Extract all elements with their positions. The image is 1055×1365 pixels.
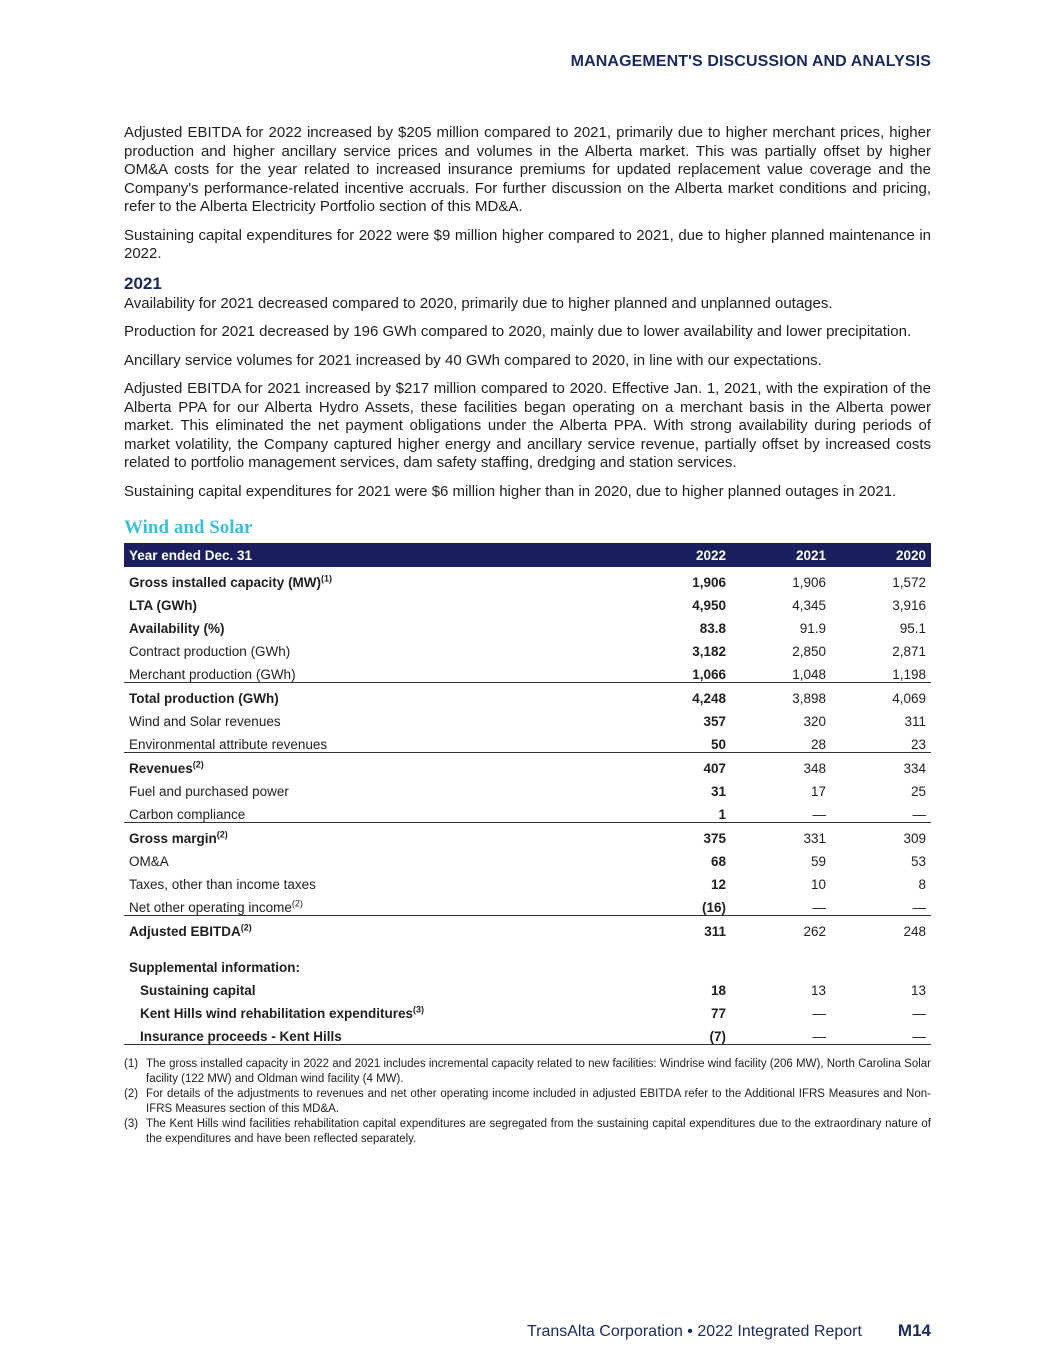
table-row [124, 869, 931, 892]
value-cell-2022: 3,182 [692, 644, 726, 659]
header-cell: 2022 [626, 543, 731, 567]
table-row [124, 916, 931, 940]
table-row [124, 683, 931, 707]
value-cell-2021: 1,048 [792, 667, 826, 682]
footnote-text: The gross installed capacity in 2022 and 2021 includes incremental capacity related to new facilities: Windrise wind facility (206 MW), North Carolina Solar facility (122 MW) and Oldman wind facility (4 MW). [146, 1058, 931, 1085]
paragraph: Ancillary service volumes for 2021 increased by 40 GWh compared to 2020, in line with our expectations. [124, 351, 822, 369]
value-cell-2021: 1,906 [792, 575, 826, 590]
value-cell-2022: 1 [718, 807, 726, 822]
value-cell-2022: (16) [701, 900, 726, 915]
row-label-text: Supplemental information: [129, 960, 301, 975]
table-row [124, 1021, 931, 1045]
row-label-text: Total production (GWh) [129, 691, 279, 706]
row-label-text: Sustaining capital [140, 983, 256, 998]
footnote-ref: (2) [192, 759, 204, 770]
footnote-ref: (3) [413, 1004, 425, 1015]
row-label [124, 729, 626, 753]
value-cell-2021: — [812, 900, 826, 915]
footnote [124, 1117, 931, 1146]
value-cell-2021: 10 [810, 877, 826, 892]
paragraph: Sustaining capital expenditures for 2022 were $9 million higher compared to 2021, due to higher planned maintenance in 2022. [124, 226, 931, 262]
row-label [124, 776, 626, 799]
row-label [124, 823, 626, 847]
value-cell-2021: 17 [810, 784, 826, 799]
footnote-text: For details of the adjustments to revenues and net other operating income included in adjusted EBITDA refer to the Additional IFRS Measures and Non-IFRS Measures section of this MD&A. [146, 1088, 931, 1115]
row-label [124, 613, 626, 636]
row-label [124, 939, 626, 975]
value-cell-2022: 50 [710, 737, 726, 752]
table-row [124, 613, 931, 636]
row-label [124, 706, 626, 729]
value-cell-2022: 4,950 [692, 598, 726, 613]
value-cell-2020: 2,871 [892, 644, 926, 659]
footnotes [124, 1057, 931, 1146]
value-cell-2022: 311 [626, 916, 731, 940]
row-label-text: Adjusted EBITDA [129, 924, 241, 939]
value-cell-2020: 311 [904, 714, 926, 729]
row-label [124, 567, 626, 590]
value-cell-2020: — [831, 1021, 931, 1045]
value-cell-2021: 262 [731, 916, 831, 940]
row-label-text: Revenues [129, 761, 193, 776]
row-label [124, 590, 626, 613]
row-label-text: Merchant production (GWh) [129, 667, 296, 682]
value-cell-2021: 320 [803, 714, 826, 729]
paragraph: Production for 2021 decreased by 196 GWh compared to 2020, mainly due to lower availability and lower precipitation. [124, 323, 912, 340]
footnote-number: (3) [124, 1118, 139, 1130]
table-header-row [124, 543, 931, 567]
value-cell-2020: 13 [910, 983, 926, 998]
value-cell-2020: 4,069 [831, 683, 931, 707]
value-cell-2022: 12 [710, 877, 726, 892]
row-label [124, 892, 626, 916]
value-cell-2021: 28 [810, 737, 826, 752]
header-cell: 2020 [831, 543, 931, 567]
row-label-text: LTA (GWh) [129, 598, 197, 613]
table-row [124, 753, 931, 777]
row-label-text: Taxes, other than income taxes [129, 877, 316, 892]
row-label-text: Gross installed capacity (MW) [129, 575, 322, 590]
row-label [124, 683, 626, 707]
row-label [124, 636, 626, 659]
year-heading: 2021 [124, 273, 162, 293]
row-label [124, 869, 626, 892]
table-row [124, 590, 931, 613]
row-label [124, 753, 626, 777]
table-row [124, 998, 931, 1021]
value-cell-2021: 59 [810, 854, 826, 869]
page-number: M14 [897, 1321, 931, 1340]
row-label-text: OM&A [129, 854, 169, 869]
value-cell-2020: 25 [910, 784, 926, 799]
value-cell-2020: 248 [831, 916, 931, 940]
value-cell-2020: — [912, 1006, 926, 1021]
table-row [124, 636, 931, 659]
paragraph: Sustaining capital expenditures for 2021 were $6 million higher than in 2020, due to higher planned outages in 2021. [124, 482, 897, 500]
value-cell-2021: 2,850 [792, 644, 826, 659]
table-row [124, 706, 931, 729]
table-body [124, 567, 931, 1045]
page-footer [527, 1321, 931, 1341]
value-cell-2020: 1,198 [892, 667, 926, 682]
value-cell-2021: 3,898 [731, 683, 831, 707]
value-cell-2022: 31 [710, 784, 726, 799]
row-label-text: Wind and Solar revenues [129, 714, 281, 729]
page-header: MANAGEMENT'S DISCUSSION AND ANALYSIS [570, 53, 931, 70]
value-cell-2021: 348 [731, 753, 831, 777]
value-cell-2021: 4,345 [792, 598, 826, 613]
value-cell-2020: — [912, 807, 926, 822]
section-title: Wind and Solar [124, 517, 253, 538]
table-row [124, 975, 931, 998]
value-cell-2020 [831, 939, 931, 975]
row-label-text: Availability (%) [129, 621, 225, 636]
value-cell-2022: 1,066 [692, 667, 726, 682]
value-cell-2021: — [812, 807, 826, 822]
value-cell-2022: 1,906 [692, 575, 726, 590]
row-label-text: Fuel and purchased power [129, 784, 289, 799]
row-label [124, 998, 626, 1021]
paragraph: Availability for 2021 decreased compared to 2020, primarily due to higher planned and unplanned outages. [124, 294, 833, 312]
header-cell: Year ended Dec. 31 [124, 543, 626, 567]
value-cell-2022: 375 [626, 823, 731, 847]
value-cell-2020: 53 [910, 854, 926, 869]
table-row [124, 823, 931, 847]
value-cell-2021: 91.9 [799, 621, 826, 636]
value-cell-2022: (7) [626, 1021, 731, 1045]
table-row [124, 846, 931, 869]
table-row [124, 567, 931, 590]
value-cell-2021: — [731, 1021, 831, 1045]
footnote-number: (1) [124, 1058, 139, 1070]
row-label [124, 1021, 626, 1045]
row-label-text: Environmental attribute revenues [129, 737, 328, 752]
footnote-ref: (2) [291, 898, 303, 909]
value-cell-2022: 407 [626, 753, 731, 777]
row-label-text: Contract production (GWh) [129, 644, 291, 659]
row-label-text: Gross margin [129, 831, 217, 846]
value-cell-2020: 309 [831, 823, 931, 847]
value-cell-2020: 1,572 [892, 575, 926, 590]
value-cell-2022: 18 [710, 983, 726, 998]
row-label-text: Insurance proceeds - Kent Hills [140, 1029, 342, 1044]
table-row [124, 776, 931, 799]
value-cell-2021: — [812, 1006, 826, 1021]
value-cell-2021 [731, 939, 831, 975]
value-cell-2022 [626, 939, 731, 975]
paragraph: Adjusted EBITDA for 2021 increased by $217 million compared to 2020. Effective Jan. 1, 2021, with the expiration of the Alberta PPA for our Alberta Hydro Assets, these facilities began operating on a merchant basis in the Alberta power market. This eliminated the net payment obligations under the Alberta PPA. With strong availability during periods of market volatility, the Company captured higher energy and ancillary service revenue, partially offset by increased costs related to portfolio management services, dam safety staffing, dredging and station services. [124, 380, 931, 471]
row-label [124, 916, 626, 940]
footnote [124, 1057, 931, 1086]
wind-solar-table [124, 543, 931, 1045]
footnote [124, 1087, 931, 1116]
footnote-ref: (2) [240, 922, 252, 933]
footnote-number: (2) [124, 1088, 139, 1100]
footnote-ref: (1) [321, 573, 333, 584]
value-cell-2022: 68 [710, 854, 726, 869]
value-cell-2022: 83.8 [699, 621, 726, 636]
value-cell-2020: 8 [918, 877, 926, 892]
value-cell-2020: 3,916 [892, 598, 926, 613]
header-cell: 2021 [731, 543, 831, 567]
row-label [124, 659, 626, 683]
value-cell-2022: 77 [710, 1006, 726, 1021]
value-cell-2022: 4,248 [626, 683, 731, 707]
row-label [124, 975, 626, 998]
footnote-ref: (2) [216, 829, 228, 840]
value-cell-2020: 95.1 [899, 621, 926, 636]
table-row [124, 939, 931, 975]
value-cell-2022: 357 [703, 714, 726, 729]
table-row [124, 659, 931, 683]
footnote-text: The Kent Hills wind facilities rehabilitation capital expenditures are segregated from the sustaining capital expenditures due to the extraordinary nature of the expenditures and have been reflected separately. [146, 1118, 931, 1145]
row-label [124, 799, 626, 823]
table-row [124, 729, 931, 753]
table-row [124, 799, 931, 823]
main-content [124, 124, 931, 1147]
value-cell-2020: 23 [910, 737, 926, 752]
value-cell-2021: 331 [731, 823, 831, 847]
row-label [124, 846, 626, 869]
footer-text: TransAlta Corporation • 2022 Integrated Report [526, 1323, 862, 1340]
value-cell-2020: — [912, 900, 926, 915]
row-label-text: Carbon compliance [129, 807, 246, 822]
value-cell-2020: 334 [831, 753, 931, 777]
value-cell-2021: 13 [810, 983, 826, 998]
row-label-text: Net other operating income [129, 900, 292, 915]
paragraph: Adjusted EBITDA for 2022 increased by $205 million compared to 2021, primarily due to higher merchant prices, higher production and higher ancillary service prices and volumes in the Alberta market. This was partially offset by higher OM&A costs for the year related to increased insurance premiums for updated replacement value coverage and the Company's performance-related incentive accruals. For further discussion on the Alberta market conditions and pricing, refer to the Alberta Electricity Portfolio section of this MD&A. [124, 124, 931, 215]
table-row [124, 892, 931, 916]
row-label-text: Kent Hills wind rehabilitation expenditures [140, 1006, 414, 1021]
